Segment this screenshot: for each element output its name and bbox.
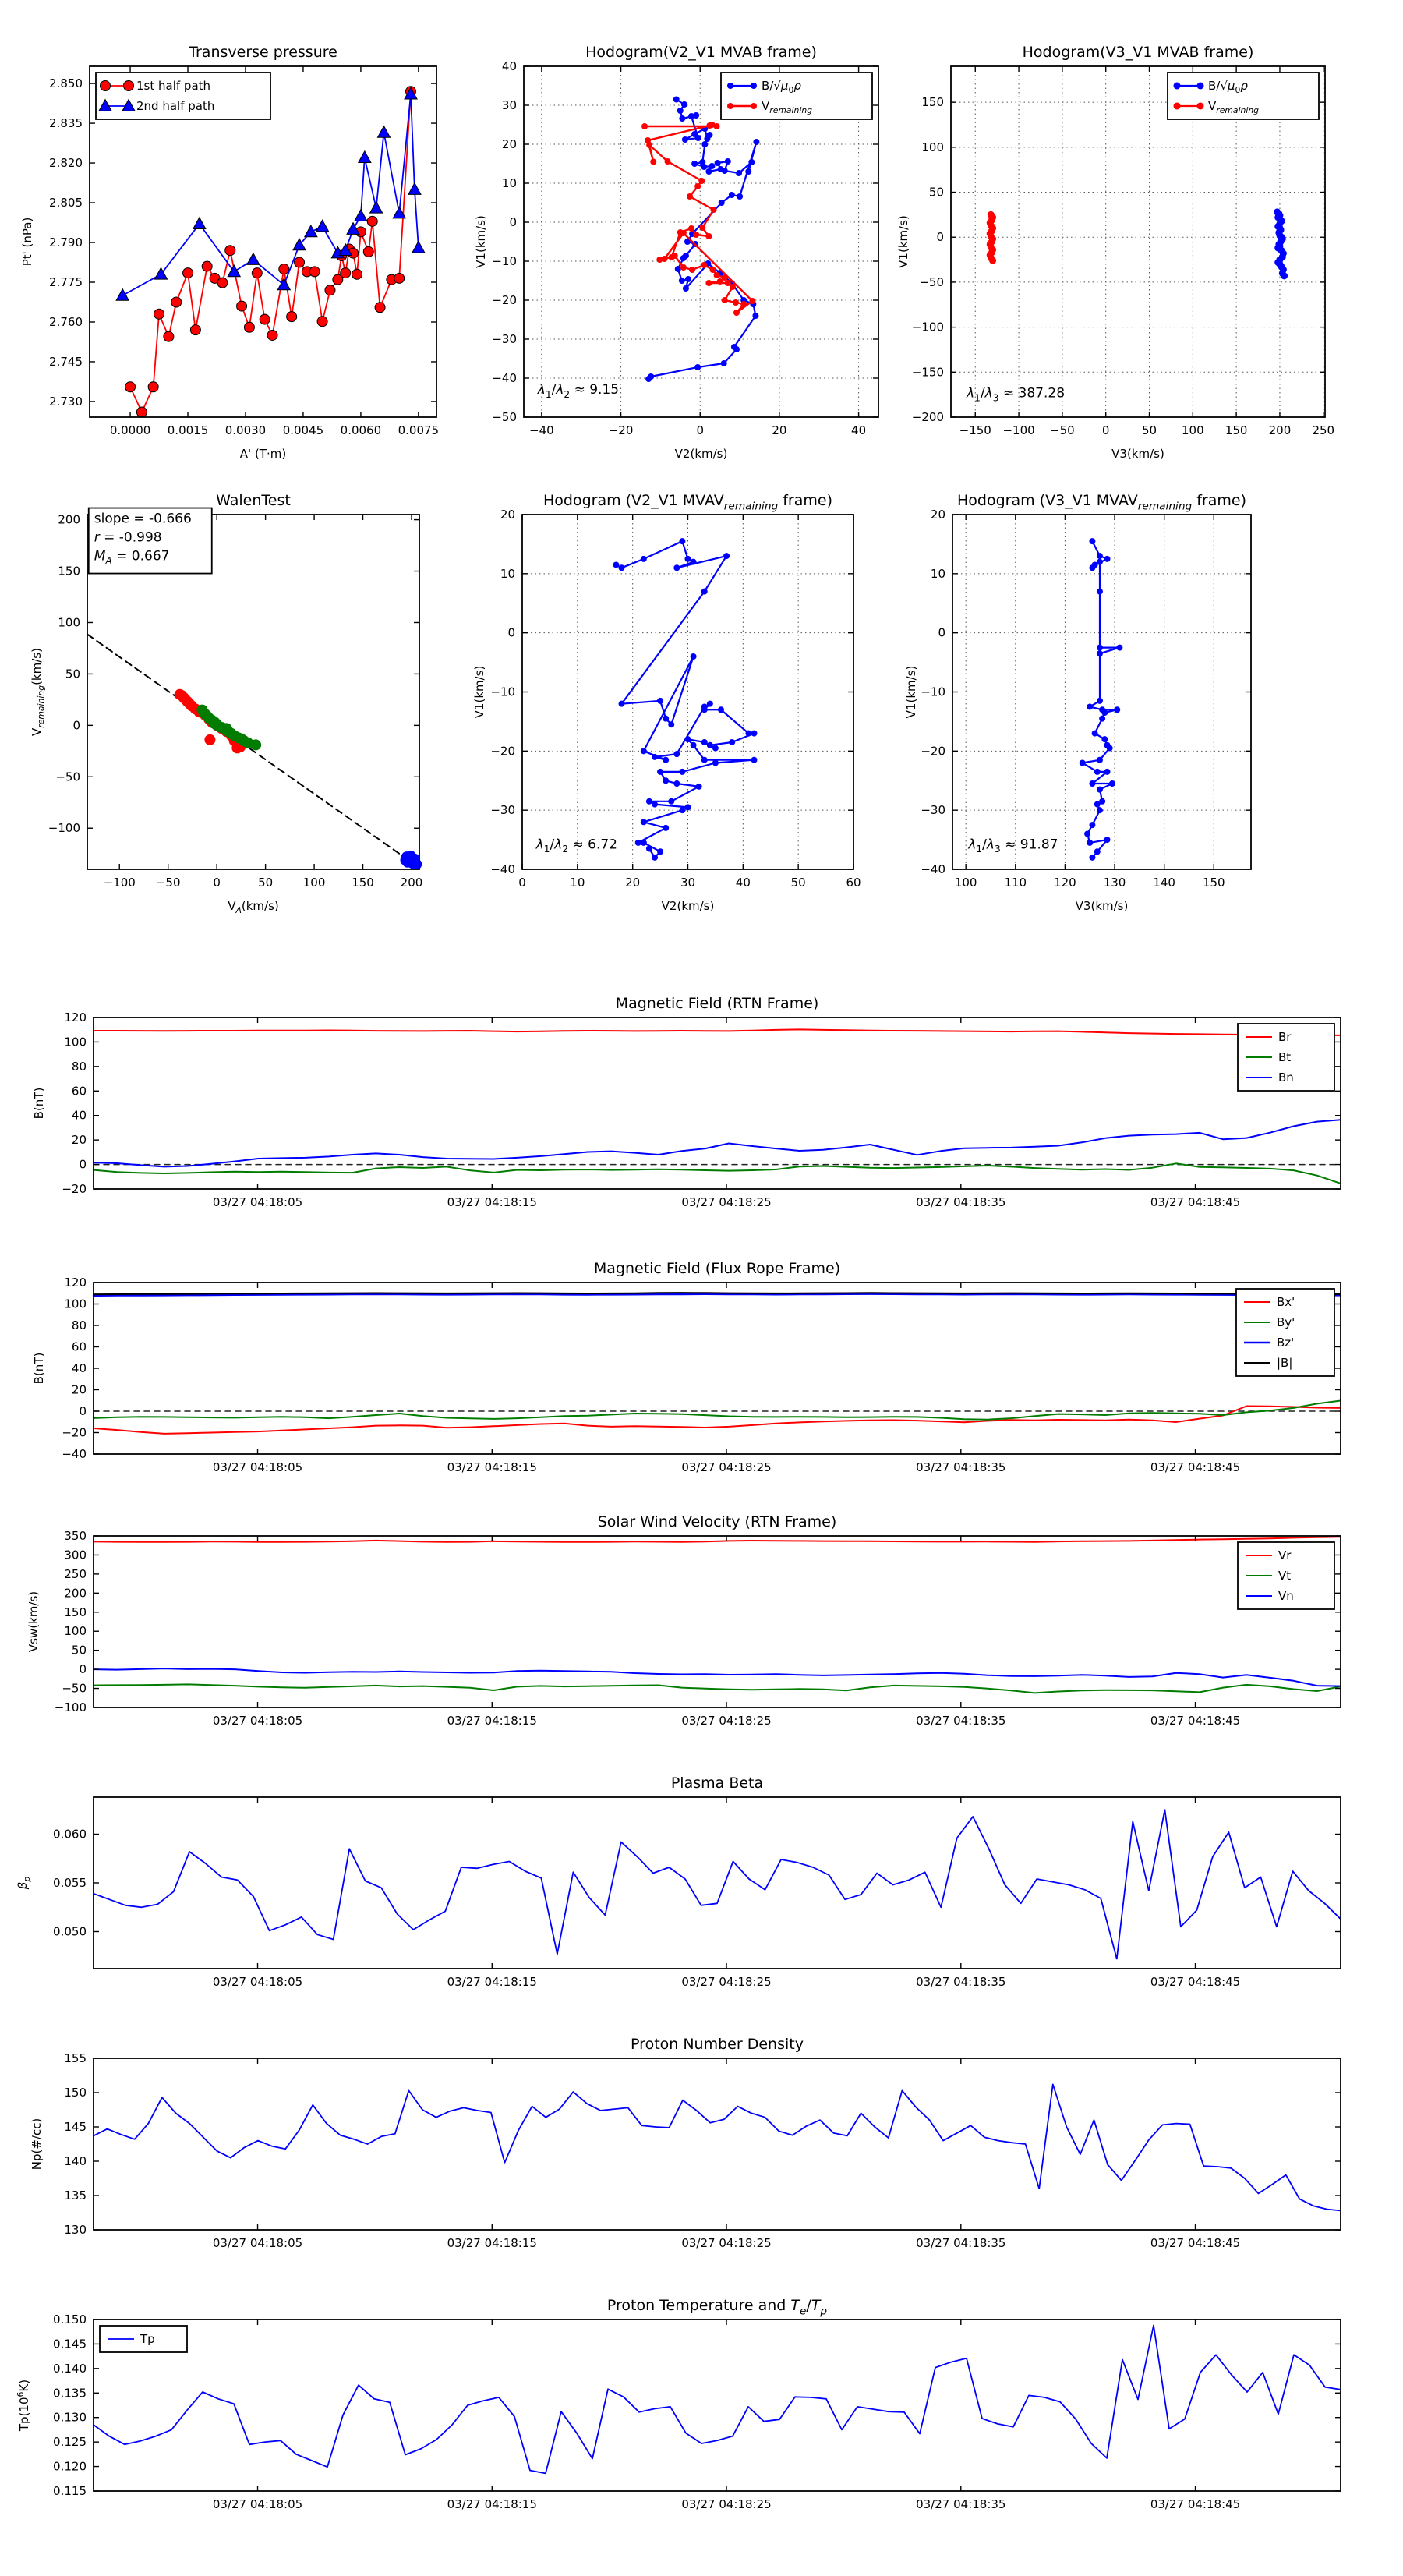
y-tick-label: 2.850 <box>49 76 83 91</box>
axis-ticks <box>55 1529 1341 1728</box>
panel-transverse-pressure <box>20 44 439 461</box>
y-tick-label: −10 <box>490 685 515 699</box>
y-tick-label: 0 <box>938 625 945 640</box>
legend <box>96 73 270 119</box>
panel-title: Proton Temperature and $T_e/T_p$ <box>606 2297 828 2318</box>
y-tick-label: 80 <box>71 1059 87 1074</box>
y-tick-label: 100 <box>64 1035 87 1049</box>
axes-frame <box>522 515 853 869</box>
y-tick-label: 145 <box>64 2120 87 2134</box>
y-axis-label: V1(km/s) <box>474 215 488 268</box>
y-tick-label: 2.835 <box>49 116 83 131</box>
series-Br <box>94 1029 1341 1035</box>
y-tick-label: 40 <box>71 1108 87 1123</box>
panel-hodogram-v3v1-mvav <box>904 492 1251 913</box>
panel-title: Transverse pressure <box>189 44 337 61</box>
grid <box>522 515 853 869</box>
panel-proton-number-density <box>30 2036 1341 2250</box>
legend <box>1168 73 1319 119</box>
y-tick-label: 0 <box>936 230 944 245</box>
y-tick-label: 60 <box>71 1339 87 1354</box>
legend-label: $B/√\mu_0\rho$ <box>762 79 801 96</box>
y-tick-label: 150 <box>921 95 944 110</box>
x-tick-label: 140 <box>1153 876 1175 890</box>
y-tick-label: −200 <box>911 410 944 424</box>
x-tick-label: 03/27 04:18:45 <box>1150 2497 1241 2511</box>
y-tick-label: 2.730 <box>49 394 83 409</box>
legend <box>1236 1289 1334 1376</box>
y-axis-label: Pt' (nPa) <box>20 217 34 267</box>
y-tick-label: 40 <box>71 1361 87 1375</box>
x-tick-label: 03/27 04:18:45 <box>1150 1195 1241 1209</box>
x-tick-label: 03/27 04:18:25 <box>681 1714 772 1728</box>
x-tick-label: −20 <box>608 423 634 437</box>
x-tick-label: 03/27 04:18:05 <box>212 2236 303 2250</box>
x-tick-label: 150 <box>1202 876 1225 890</box>
series-velocity-path <box>1080 538 1123 861</box>
y-tick-label: 0.135 <box>53 2386 87 2401</box>
x-tick-label: 0 <box>696 423 705 437</box>
axis-ticks <box>62 1276 1341 1474</box>
x-tick-label: 0.0030 <box>224 423 267 437</box>
x-tick-label: 03/27 04:18:35 <box>916 1460 1006 1474</box>
y-tick-label: 350 <box>64 1529 87 1543</box>
x-axis-label: V3(km/s) <box>1111 447 1164 461</box>
stats-line: slope = -0.666 <box>94 511 192 527</box>
x-tick-label: 0.0060 <box>340 423 382 437</box>
y-tick-label: 20 <box>930 508 945 522</box>
x-tick-label: 03/27 04:18:35 <box>916 2497 1006 2511</box>
series-Bz-prime <box>94 1294 1341 1296</box>
y-tick-label: −100 <box>911 320 944 334</box>
series-walen-fit-line <box>87 635 419 869</box>
legend-label: Tp <box>140 2332 155 2346</box>
y-tick-label: 150 <box>58 564 80 579</box>
grid <box>952 515 1251 869</box>
x-tick-label: −50 <box>155 876 181 890</box>
x-tick-label: 03/27 04:18:15 <box>447 1975 537 1989</box>
x-tick-label: 03/27 04:18:35 <box>916 1195 1006 1209</box>
y-tick-label: 100 <box>64 1624 87 1639</box>
y-tick-label: −30 <box>921 803 945 818</box>
legend-label: $B/√\mu_0\rho$ <box>1208 79 1248 96</box>
axis-ticks <box>49 66 439 437</box>
legend-label: 2nd half path <box>136 99 215 113</box>
y-tick-label: −100 <box>54 1700 87 1714</box>
y-tick-label: 130 <box>64 2223 87 2237</box>
y-tick-label: −50 <box>55 770 80 784</box>
y-tick-label: 2.775 <box>49 275 83 290</box>
panel-title: Hodogram(V2_V1 MVAB frame) <box>585 44 817 61</box>
legend <box>721 73 872 119</box>
axes-frame <box>94 1536 1341 1707</box>
legend-label: By' <box>1277 1315 1295 1329</box>
x-tick-label: 03/27 04:18:25 <box>681 2236 772 2250</box>
x-tick-label: −150 <box>959 423 991 437</box>
legend <box>1238 1024 1334 1091</box>
y-tick-label: −20 <box>490 744 515 759</box>
x-tick-label: 03/27 04:18:25 <box>681 1460 772 1474</box>
panel-solar-wind-velocity-rtn <box>27 1513 1341 1728</box>
y-tick-label: 2.820 <box>49 156 83 171</box>
x-tick-label: 10 <box>570 876 585 890</box>
y-tick-label: 150 <box>64 2086 87 2100</box>
x-tick-label: 03/27 04:18:35 <box>916 1975 1006 1989</box>
panel-walen-test <box>30 492 422 915</box>
y-tick-label: −40 <box>490 862 515 876</box>
y-axis-label: V1(km/s) <box>896 215 910 268</box>
x-tick-label: 200 <box>1268 423 1292 437</box>
legend-label: Br <box>1278 1030 1292 1044</box>
legend-label: 1st half path <box>136 79 211 93</box>
panel-magnetic-field-flux-rope <box>32 1260 1341 1474</box>
series-beta-p <box>94 1810 1341 1959</box>
y-tick-label: 0 <box>509 215 517 229</box>
stats-line: $M_A = 0.667$ <box>94 548 170 567</box>
panel-title: Hodogram (V3_V1 $MVAV_{remaining}$ frame) <box>957 492 1246 513</box>
x-tick-label: 200 <box>400 876 423 890</box>
y-tick-label: 50 <box>65 667 80 681</box>
x-tick-label: 03/27 04:18:25 <box>681 1975 772 1989</box>
y-tick-label: 10 <box>501 176 517 190</box>
y-tick-label: 2.745 <box>49 354 83 369</box>
x-tick-label: 40 <box>851 423 867 437</box>
x-tick-label: 20 <box>772 423 787 437</box>
x-tick-label: 50 <box>1141 423 1157 437</box>
series-Np <box>94 2084 1341 2210</box>
y-tick-label: 0 <box>72 718 80 733</box>
legend-label: Bt <box>1278 1050 1292 1064</box>
y-tick-label: 120 <box>64 1276 87 1290</box>
annotation: $\lambda_1/\lambda_2 \approx 6.72$ <box>535 837 618 855</box>
y-tick-label: 20 <box>500 508 515 522</box>
y-tick-label: −40 <box>492 371 517 385</box>
x-tick-label: 03/27 04:18:15 <box>447 2497 537 2511</box>
y-tick-label: 0.120 <box>53 2459 87 2474</box>
x-tick-label: 60 <box>846 876 861 890</box>
y-tick-label: 300 <box>64 1548 87 1562</box>
x-tick-label: 03/27 04:18:25 <box>681 1195 772 1209</box>
annotation: $\lambda_1/\lambda_2 \approx 9.15$ <box>537 382 620 400</box>
x-tick-label: 03/27 04:18:05 <box>212 1975 303 1989</box>
x-tick-label: 50 <box>790 876 806 890</box>
x-tick-label: −40 <box>529 423 554 437</box>
axis-ticks <box>53 1797 1341 1989</box>
x-tick-label: 40 <box>735 876 751 890</box>
y-tick-label: −50 <box>492 410 517 424</box>
y-tick-label: 0.125 <box>53 2435 87 2450</box>
y-tick-label: 50 <box>928 185 944 200</box>
y-axis-label: $\beta_p$ <box>16 1876 33 1890</box>
x-tick-label: 03/27 04:18:35 <box>916 1714 1006 1728</box>
y-tick-label: 150 <box>64 1605 87 1619</box>
y-tick-label: −20 <box>492 293 517 307</box>
y-tick-label: −10 <box>492 254 517 268</box>
legend-label: Vr <box>1278 1548 1292 1562</box>
y-tick-label: 250 <box>64 1566 87 1581</box>
x-tick-label: 03/27 04:18:05 <box>212 1460 303 1474</box>
x-tick-label: 03/27 04:18:25 <box>681 2497 772 2511</box>
x-tick-label: 30 <box>680 876 696 890</box>
legend-label: $V_{remaining}$ <box>762 99 813 116</box>
panel-title: Magnetic Field (Flux Rope Frame) <box>593 1260 841 1277</box>
panel-hodogram-v2v1-mvav <box>472 492 861 913</box>
y-tick-label: −10 <box>921 685 945 699</box>
y-tick-label: 0.140 <box>53 2361 87 2376</box>
y-tick-label: 200 <box>64 1586 87 1601</box>
y-tick-label: 10 <box>500 566 515 581</box>
panel-title: Hodogram(V3_V1 MVAB frame) <box>1022 44 1254 61</box>
x-tick-label: 0 <box>518 876 526 890</box>
y-tick-label: 100 <box>64 1297 87 1311</box>
x-tick-label: 03/27 04:18:15 <box>447 2236 537 2250</box>
y-tick-label: 20 <box>501 137 517 151</box>
y-tick-label: 200 <box>58 512 80 527</box>
x-tick-label: 100 <box>302 876 326 890</box>
x-tick-label: 03/27 04:18:45 <box>1150 1975 1241 1989</box>
x-tick-label: 03/27 04:18:45 <box>1150 2236 1241 2250</box>
x-tick-label: 0 <box>1101 423 1110 437</box>
x-tick-label: −50 <box>1050 423 1075 437</box>
panel-title: Magnetic Field (RTN Frame) <box>615 995 819 1012</box>
y-tick-label: 0 <box>79 1157 87 1172</box>
x-axis-label: V3(km/s) <box>1075 899 1129 913</box>
x-tick-label: 130 <box>1103 876 1126 890</box>
panel-magnetic-field-rtn <box>32 995 1341 1209</box>
x-axis-label: V2(km/s) <box>661 899 715 913</box>
y-axis-label: B(nT) <box>32 1087 46 1120</box>
stats-line: r = -0.998 <box>94 529 162 546</box>
x-tick-label: 50 <box>258 876 274 890</box>
x-tick-label: 03/27 04:18:35 <box>916 2236 1006 2250</box>
x-tick-label: 110 <box>1004 876 1027 890</box>
y-tick-label: 100 <box>58 615 80 630</box>
y-axis-label: B(nT) <box>32 1352 46 1385</box>
axes-frame <box>94 1283 1341 1454</box>
legend-label: Bx' <box>1277 1295 1295 1309</box>
series-B-over-sqrt-mu0rho <box>1274 208 1288 279</box>
y-tick-label: 20 <box>71 1382 87 1397</box>
panel-title: Hodogram (V2_V1 $MVAV_{remaining}$ frame) <box>543 492 832 513</box>
y-tick-label: 2.790 <box>49 235 83 250</box>
x-tick-label: 03/27 04:18:05 <box>212 2497 303 2511</box>
y-tick-label: 60 <box>71 1084 87 1099</box>
panel-hodogram-v2v1-mvab <box>474 44 878 461</box>
axes-frame <box>94 1017 1341 1189</box>
series-Tp <box>94 2326 1341 2474</box>
panel-title: Plasma Beta <box>670 1775 764 1792</box>
x-tick-label: 03/27 04:18:15 <box>447 1195 537 1209</box>
axes-frame <box>94 2319 1341 2491</box>
y-tick-label: −40 <box>62 1447 87 1461</box>
y-tick-label: −150 <box>911 365 944 380</box>
x-tick-label: 150 <box>352 876 374 890</box>
series-V-remaining <box>987 211 996 264</box>
x-tick-label: 120 <box>1054 876 1076 890</box>
series-Bn <box>94 1120 1341 1166</box>
annotation: $\lambda_1/\lambda_3 \approx 387.28$ <box>967 385 1066 404</box>
x-tick-label: 0 <box>213 876 221 890</box>
x-tick-label: 150 <box>1225 423 1248 437</box>
x-tick-label: 0.0045 <box>282 423 324 437</box>
axis-ticks <box>53 2312 1341 2511</box>
x-tick-label: 03/27 04:18:15 <box>447 1714 537 1728</box>
series-By-prime <box>94 1401 1341 1420</box>
series-Bt <box>94 1163 1341 1184</box>
y-axis-label: V1(km/s) <box>904 665 918 719</box>
legend-label: Bz' <box>1277 1336 1295 1350</box>
axes-frame <box>94 1797 1341 1969</box>
y-tick-label: −30 <box>492 332 517 346</box>
y-tick-label: −20 <box>62 1182 87 1196</box>
y-tick-label: −20 <box>921 744 945 759</box>
y-tick-label: 0 <box>79 1404 87 1418</box>
y-tick-label: 0 <box>507 625 515 640</box>
x-tick-label: 0.0000 <box>109 423 151 437</box>
y-tick-label: 135 <box>64 2189 87 2203</box>
y-tick-label: 120 <box>64 1010 87 1024</box>
legend <box>100 2326 187 2352</box>
x-axis-label: V2(km/s) <box>674 447 728 461</box>
x-tick-label: 03/27 04:18:45 <box>1150 1460 1241 1474</box>
y-tick-label: 40 <box>501 59 517 73</box>
series-Bx-prime <box>94 1407 1341 1434</box>
panel-plasma-beta <box>16 1775 1341 1989</box>
axis-ticks <box>64 2051 1341 2250</box>
y-tick-label: 0.055 <box>53 1876 87 1890</box>
y-tick-label: −20 <box>62 1425 87 1440</box>
y-tick-label: 0.150 <box>53 2312 87 2327</box>
y-tick-label: 80 <box>71 1318 87 1332</box>
y-tick-label: 2.805 <box>49 196 83 211</box>
y-tick-label: 0.130 <box>53 2410 87 2425</box>
y-tick-label: 155 <box>64 2051 87 2065</box>
x-axis-label: $V_A(km/s)$ <box>228 899 279 916</box>
x-tick-label: 03/27 04:18:05 <box>212 1195 303 1209</box>
panel-title: Solar Wind Velocity (RTN Frame) <box>597 1513 837 1530</box>
y-tick-label: −40 <box>921 862 945 876</box>
x-tick-label: 20 <box>625 876 641 890</box>
legend-label: Vt <box>1278 1569 1292 1583</box>
x-axis-label: A' (T·m) <box>239 447 287 461</box>
y-tick-label: 100 <box>921 140 944 154</box>
series-Vn <box>94 1668 1341 1686</box>
y-tick-label: 0.145 <box>53 2337 87 2351</box>
y-axis-label: Vsw(km/s) <box>27 1591 41 1653</box>
legend-label: Vn <box>1278 1589 1294 1603</box>
y-tick-label: 0.060 <box>53 1827 87 1842</box>
y-tick-label: 0.050 <box>53 1924 87 1939</box>
x-tick-label: 0.0075 <box>398 423 440 437</box>
y-axis-label: $Tp(10^6K)$ <box>16 2379 31 2432</box>
x-tick-label: −100 <box>1002 423 1035 437</box>
series-Vt <box>94 1684 1341 1693</box>
y-tick-label: 50 <box>71 1643 87 1658</box>
y-tick-label: 20 <box>71 1133 87 1148</box>
series-B-over-sqrt-mu0rho <box>645 97 759 383</box>
series-V-remaining <box>641 122 755 316</box>
y-tick-label: 0 <box>79 1662 87 1677</box>
y-tick-label: 10 <box>930 566 945 581</box>
x-tick-label: 03/27 04:18:45 <box>1150 1714 1241 1728</box>
axis-ticks <box>62 1010 1341 1209</box>
panel-title: Proton Number Density <box>631 2036 804 2053</box>
series-velocity-path <box>613 538 757 861</box>
x-tick-label: 03/27 04:18:15 <box>447 1460 537 1474</box>
panel-hodogram-v3v1-mvab <box>896 44 1334 461</box>
annotation: $\lambda_1/\lambda_3 \approx 91.87$ <box>968 837 1058 855</box>
y-tick-label: −30 <box>490 803 515 818</box>
legend <box>1238 1542 1334 1609</box>
y-axis-label: Np(#/cc) <box>30 2118 44 2171</box>
y-tick-label: 30 <box>501 98 517 112</box>
series-Vr <box>94 1537 1341 1542</box>
legend-label: |B| <box>1277 1356 1293 1370</box>
series-1st half path <box>125 87 416 417</box>
y-tick-label: 2.760 <box>49 314 83 329</box>
legend-label: $V_{remaining}$ <box>1208 99 1260 116</box>
x-tick-label: 250 <box>1312 423 1335 437</box>
y-tick-label: −50 <box>62 1681 87 1696</box>
legend-label: Bn <box>1278 1070 1294 1085</box>
x-tick-label: −100 <box>103 876 136 890</box>
y-axis-label: $V_{remaining}(km/s)$ <box>30 648 47 736</box>
y-tick-label: −100 <box>48 821 80 836</box>
x-tick-label: 0.0015 <box>167 423 209 437</box>
y-axis-label: V1(km/s) <box>472 665 486 719</box>
x-tick-label: 03/27 04:18:05 <box>212 1714 303 1728</box>
y-tick-label: −50 <box>919 274 944 289</box>
panel-title: WalenTest <box>216 492 291 509</box>
x-tick-label: 100 <box>954 876 977 890</box>
x-tick-label: 100 <box>1182 423 1204 437</box>
y-tick-label: 0.115 <box>53 2484 87 2498</box>
axes-frame <box>94 2058 1341 2230</box>
y-tick-label: 140 <box>64 2154 87 2168</box>
panel-proton-temperature <box>16 2297 1341 2511</box>
